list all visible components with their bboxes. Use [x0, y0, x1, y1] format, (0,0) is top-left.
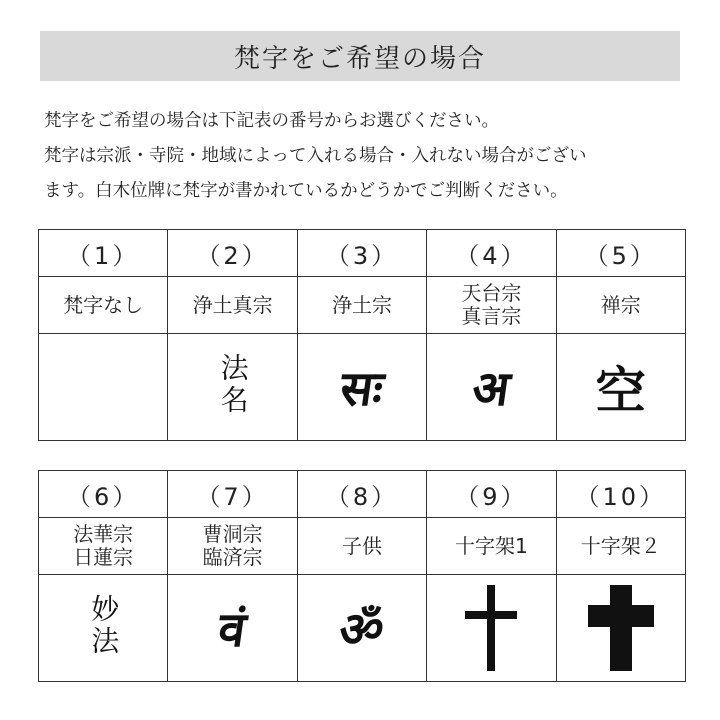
ku-kanji: 空 — [595, 362, 646, 420]
options-table-2 — [38, 470, 686, 682]
option-label: 曹洞宗 臨済宗 — [168, 518, 297, 575]
option-label: 天台宗 真言宗 — [427, 277, 556, 334]
description-line-2: 梵字は宗派・寺院・地域によって入れる場合・入れない場合がござい — [44, 146, 587, 166]
option-symbol-sanskrit-8[interactable] — [297, 575, 426, 682]
cross-thin-icon — [461, 583, 521, 673]
option-number[interactable]: （1） — [39, 230, 168, 277]
option-symbol-myoho[interactable] — [39, 575, 168, 682]
option-symbol-sanskrit-4[interactable] — [427, 334, 556, 441]
option-number[interactable]: （4） — [427, 230, 556, 277]
option-number[interactable]: （3） — [297, 230, 426, 277]
cross-bold-icon — [586, 583, 656, 673]
option-symbol-cross-bold[interactable] — [556, 575, 685, 682]
homyo-text: 法名 — [216, 353, 250, 417]
description-line-1: 梵字をご希望の場合は下記表の番号からお選びください。 — [44, 111, 499, 131]
sanskrit-glyph-icon: वं — [215, 601, 250, 658]
description — [44, 104, 694, 209]
sanskrit-glyph-icon: सः — [336, 360, 387, 417]
page-title: 梵字をご希望の場合 — [40, 31, 680, 81]
option-symbol-sanskrit-3[interactable] — [297, 334, 426, 441]
option-number[interactable]: （8） — [297, 471, 426, 518]
option-label: 浄土宗 — [297, 277, 426, 334]
myoho-text: 妙法 — [87, 594, 121, 658]
option-label: 禅宗 — [556, 277, 685, 334]
option-number[interactable]: （5） — [556, 230, 685, 277]
option-symbol-ku[interactable] — [556, 334, 685, 441]
option-number[interactable]: （9） — [427, 471, 556, 518]
option-label: 十字架1 — [427, 518, 556, 575]
sanskrit-glyph-icon: ॐ — [335, 601, 388, 658]
sanskrit-glyph-icon: अ — [468, 360, 514, 417]
option-label: 梵字なし — [39, 277, 168, 334]
option-symbol-empty[interactable] — [39, 334, 168, 441]
option-number[interactable]: （2） — [168, 230, 297, 277]
option-symbol-homyo[interactable] — [168, 334, 297, 441]
option-label: 法華宗 日蓮宗 — [39, 518, 168, 575]
option-number[interactable]: （6） — [39, 471, 168, 518]
option-label: 十字架２ — [556, 518, 685, 575]
option-number[interactable]: （7） — [168, 471, 297, 518]
option-label: 浄土真宗 — [168, 277, 297, 334]
option-symbol-sanskrit-7[interactable] — [168, 575, 297, 682]
options-table-1 — [38, 229, 686, 441]
option-symbol-cross-thin[interactable] — [427, 575, 556, 682]
description-line-3: ます。白木位牌に梵字が書かれているかどうかでご判断ください。 — [44, 181, 568, 201]
option-label: 子供 — [297, 518, 426, 575]
option-number[interactable]: （10） — [556, 471, 685, 518]
